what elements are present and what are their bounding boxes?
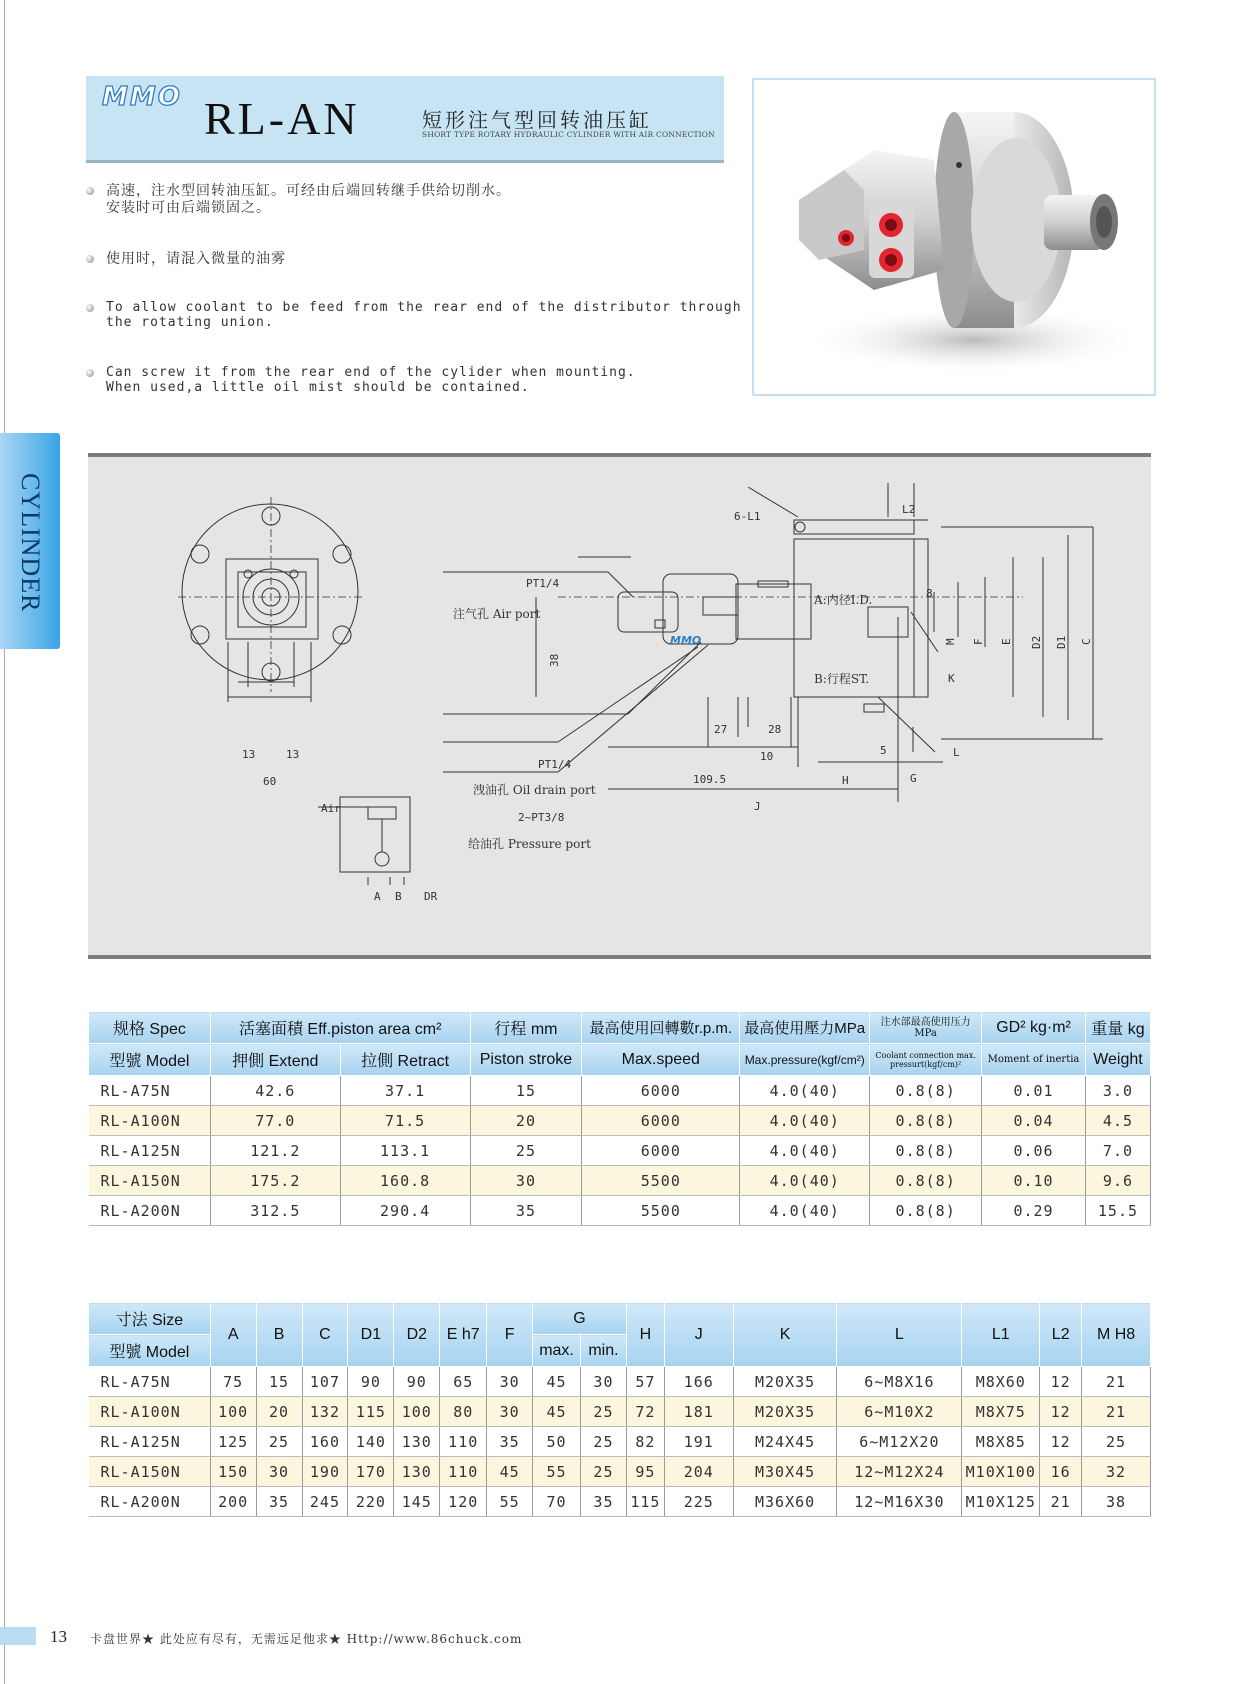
value-cell: 30: [581, 1367, 627, 1397]
speed-header-cn: 最高使用回轉數r.p.m.: [582, 1012, 740, 1044]
title-chinese: 短形注气型回转油压缸: [422, 108, 652, 132]
value-cell: 130: [394, 1427, 440, 1457]
col-j: J: [664, 1303, 733, 1367]
value-cell: 5500: [582, 1196, 740, 1226]
value-cell: 25: [581, 1427, 627, 1457]
col-m: M H8: [1082, 1303, 1151, 1367]
a-label: A: [374, 890, 381, 903]
col-g-max: max.: [533, 1335, 581, 1367]
bullet-text: 使用时，请混入微量的油雾: [106, 251, 286, 267]
value-cell: 90: [394, 1367, 440, 1397]
b-label: B: [395, 890, 402, 903]
size-model-header: 型號 Model: [89, 1335, 211, 1367]
value-cell: 0.8(8): [870, 1196, 982, 1226]
size-table: [88, 1302, 1151, 1517]
col-c: C: [302, 1303, 348, 1367]
value-cell: 12: [1040, 1397, 1082, 1427]
bullet-text: To allow coolant to be feed from the rear end of the distributor through: [106, 300, 742, 315]
value-cell: 21: [1040, 1487, 1082, 1517]
dim-38: 38: [548, 653, 561, 667]
dim-13b: 13: [286, 748, 300, 761]
value-cell: 20: [256, 1397, 302, 1427]
stroke-label: B:行程ST.: [814, 672, 870, 686]
value-cell: 45: [533, 1367, 581, 1397]
dim-d2: D2: [1030, 635, 1043, 649]
col-d2: D2: [394, 1303, 440, 1367]
model-cell: RL-A200N: [89, 1487, 211, 1517]
speed-header-en: Max.speed: [582, 1044, 740, 1076]
col-g: G: [533, 1303, 627, 1335]
value-cell: 0.01: [982, 1076, 1086, 1106]
dim-m: M: [944, 638, 957, 645]
value-cell: 245: [302, 1487, 348, 1517]
model-cell: RL-A125N: [89, 1136, 211, 1166]
value-cell: 20: [470, 1106, 582, 1136]
col-h: H: [626, 1303, 664, 1367]
dim-h: H: [842, 774, 849, 787]
value-cell: 12: [1040, 1427, 1082, 1457]
value-cell: 6000: [582, 1136, 740, 1166]
bullet-dot-icon: [86, 187, 94, 195]
value-cell: 200: [210, 1487, 256, 1517]
value-cell: M10X125: [962, 1487, 1040, 1517]
gd-header-cn: GD² kg·m²: [982, 1012, 1086, 1044]
value-cell: 70: [533, 1487, 581, 1517]
value-cell: 45: [533, 1397, 581, 1427]
value-cell: 9.6: [1085, 1166, 1150, 1196]
title-english: SHORT TYPE ROTARY HYDRAULIC CYLINDER WITH AIR CONNECTION: [422, 130, 715, 139]
value-cell: 77.0: [210, 1106, 340, 1136]
bullet-cn-2: [86, 251, 726, 271]
value-cell: 6000: [582, 1106, 740, 1136]
size-header: 寸法 Size: [89, 1303, 211, 1335]
side-tab-label: CYLINDER: [16, 473, 45, 613]
value-cell: 0.29: [982, 1196, 1086, 1226]
value-cell: 25: [256, 1427, 302, 1457]
value-cell: 204: [664, 1457, 733, 1487]
model-cell: RL-A150N: [89, 1166, 211, 1196]
spec-table: [88, 1011, 1151, 1226]
dim-13a: 13: [242, 748, 256, 761]
value-cell: 30: [487, 1397, 533, 1427]
value-cell: 21: [1082, 1397, 1151, 1427]
value-cell: 0.06: [982, 1136, 1086, 1166]
value-cell: 0.04: [982, 1106, 1086, 1136]
value-cell: 55: [533, 1457, 581, 1487]
value-cell: 95: [626, 1457, 664, 1487]
value-cell: 12: [1040, 1367, 1082, 1397]
value-cell: 121.2: [210, 1136, 340, 1166]
value-cell: 50: [533, 1427, 581, 1457]
bullet-en-2: [86, 365, 726, 399]
value-cell: 57: [626, 1367, 664, 1397]
value-cell: 132: [302, 1397, 348, 1427]
value-cell: M30X45: [733, 1457, 837, 1487]
value-cell: 113.1: [340, 1136, 470, 1166]
dim-5: 5: [880, 744, 887, 757]
air-label: Air: [321, 802, 341, 815]
value-cell: 25: [1082, 1427, 1151, 1457]
value-cell: 110: [440, 1457, 487, 1487]
value-cell: 72: [626, 1397, 664, 1427]
coolant-header-cn: 注水部最高使用压力MPa: [870, 1012, 982, 1044]
value-cell: M8X85: [962, 1427, 1040, 1457]
value-cell: 4.0(40): [740, 1076, 870, 1106]
value-cell: 55: [487, 1487, 533, 1517]
value-cell: 0.8(8): [870, 1136, 982, 1166]
value-cell: M36X60: [733, 1487, 837, 1517]
table-row: [89, 1076, 1151, 1106]
bullet-en-1: [86, 300, 742, 334]
table-row: [89, 1196, 1151, 1226]
value-cell: 290.4: [340, 1196, 470, 1226]
bullet-dot-icon: [86, 255, 94, 263]
value-cell: 35: [256, 1487, 302, 1517]
coolant-header-en: Coolant connection max. pressurt(kgf/cm)²: [870, 1044, 982, 1076]
dim-10: 10: [760, 750, 774, 763]
value-cell: 25: [581, 1397, 627, 1427]
oil-drain-label: 洩油孔 Oil drain port: [473, 783, 596, 797]
value-cell: 15: [470, 1076, 582, 1106]
table-row: [89, 1106, 1151, 1136]
bullet-dot-icon: [86, 369, 94, 377]
value-cell: 170: [348, 1457, 394, 1487]
value-cell: 35: [581, 1487, 627, 1517]
col-k: K: [733, 1303, 837, 1367]
value-cell: M20X35: [733, 1397, 837, 1427]
value-cell: 150: [210, 1457, 256, 1487]
model-cell: RL-A75N: [89, 1367, 211, 1397]
value-cell: 15.5: [1085, 1196, 1150, 1226]
weight-header-cn: 重量 kg: [1085, 1012, 1150, 1044]
value-cell: 7.0: [1085, 1136, 1150, 1166]
value-cell: 65: [440, 1367, 487, 1397]
value-cell: 181: [664, 1397, 733, 1427]
value-cell: 16: [1040, 1457, 1082, 1487]
value-cell: 160.8: [340, 1166, 470, 1196]
col-d1: D1: [348, 1303, 394, 1367]
bullet-text: the rotating union.: [106, 315, 274, 330]
value-cell: 160: [302, 1427, 348, 1457]
value-cell: 107: [302, 1367, 348, 1397]
bullet-text: 安装时可由后端锁固之。: [106, 200, 271, 216]
value-cell: 82: [626, 1427, 664, 1457]
gd-header-en: Moment of inertia: [982, 1044, 1086, 1076]
dim-60: 60: [263, 775, 277, 788]
table-row: [89, 1397, 1151, 1427]
value-cell: 0.8(8): [870, 1166, 982, 1196]
value-cell: 21: [1082, 1367, 1151, 1397]
value-cell: 12~M12X24: [837, 1457, 962, 1487]
product-photo: [752, 78, 1156, 396]
value-cell: 312.5: [210, 1196, 340, 1226]
retract-header: 拉側 Retract: [340, 1044, 470, 1076]
col-f: F: [487, 1303, 533, 1367]
pressure-header-cn: 最高使用壓力MPa: [740, 1012, 870, 1044]
area-header: 活塞面積 Eff.piston area cm²: [210, 1012, 470, 1044]
value-cell: 130: [394, 1457, 440, 1487]
col-a: A: [210, 1303, 256, 1367]
value-cell: 30: [256, 1457, 302, 1487]
dim-c: C: [1080, 638, 1093, 645]
value-cell: 6~M8X16: [837, 1367, 962, 1397]
col-l2: L2: [1040, 1303, 1082, 1367]
dim-j: J: [754, 800, 761, 813]
bullet-dot-icon: [86, 304, 94, 312]
value-cell: 5500: [582, 1166, 740, 1196]
extend-header: 押側 Extend: [210, 1044, 340, 1076]
dim-g: G: [910, 772, 917, 785]
value-cell: 4.0(40): [740, 1106, 870, 1136]
value-cell: M10X100: [962, 1457, 1040, 1487]
value-cell: M8X75: [962, 1397, 1040, 1427]
model-header: 型號 Model: [89, 1044, 211, 1076]
value-cell: 0.10: [982, 1166, 1086, 1196]
pressure-header-en: Max.pressure(kgf/cm²): [740, 1044, 870, 1076]
pressure-port-label: 给油孔 Pressure port: [468, 837, 591, 851]
value-cell: 25: [470, 1136, 582, 1166]
col-l: L: [837, 1303, 962, 1367]
dr-label: DR: [424, 890, 438, 903]
value-cell: 45: [487, 1457, 533, 1487]
model-cell: RL-A125N: [89, 1427, 211, 1457]
model-cell: RL-A150N: [89, 1457, 211, 1487]
bullet-text: Can screw it from the rear end of the cylider when mounting.: [106, 365, 636, 380]
model-cell: RL-A75N: [89, 1076, 211, 1106]
value-cell: 4.0(40): [740, 1196, 870, 1226]
value-cell: 115: [348, 1397, 394, 1427]
value-cell: 30: [470, 1166, 582, 1196]
table-row: [89, 1166, 1151, 1196]
footer-bar: [0, 1627, 36, 1645]
value-cell: 32: [1082, 1457, 1151, 1487]
value-cell: 6~M10X2: [837, 1397, 962, 1427]
table-row: [89, 1457, 1151, 1487]
value-cell: 15: [256, 1367, 302, 1397]
pt14-bottom-label: PT1/4: [538, 758, 572, 771]
value-cell: 12~M16X30: [837, 1487, 962, 1517]
value-cell: 100: [210, 1397, 256, 1427]
table-row: [89, 1427, 1151, 1457]
dim-8: 8: [926, 587, 933, 600]
value-cell: 38: [1082, 1487, 1151, 1517]
model-cell: RL-A100N: [89, 1106, 211, 1136]
technical-drawing: [88, 453, 1151, 959]
col-l1: L1: [962, 1303, 1040, 1367]
weight-header-en: Weight: [1085, 1044, 1150, 1076]
col-b: B: [256, 1303, 302, 1367]
value-cell: 120: [440, 1487, 487, 1517]
dim-109: 109.5: [693, 773, 727, 786]
value-cell: M8X60: [962, 1367, 1040, 1397]
table-row: [89, 1136, 1151, 1166]
col-g-min: min.: [581, 1335, 627, 1367]
value-cell: 0.8(8): [870, 1076, 982, 1106]
value-cell: 125: [210, 1427, 256, 1457]
dim-27: 27: [714, 723, 728, 736]
stroke-header-en: Piston stroke: [470, 1044, 582, 1076]
value-cell: 30: [487, 1367, 533, 1397]
value-cell: 25: [581, 1457, 627, 1487]
value-cell: 4.5: [1085, 1106, 1150, 1136]
value-cell: 71.5: [340, 1106, 470, 1136]
pt38-label: 2~PT3/8: [518, 811, 565, 824]
dim-f: F: [972, 638, 985, 645]
pt14-top-label: PT1/4: [526, 577, 560, 590]
value-cell: 145: [394, 1487, 440, 1517]
drawing-logo: MMO: [670, 634, 702, 647]
value-cell: 42.6: [210, 1076, 340, 1106]
spec-header: 规格 Spec: [89, 1012, 211, 1044]
dim-k: K: [948, 672, 955, 685]
value-cell: 115: [626, 1487, 664, 1517]
page-number: 13: [50, 1627, 67, 1646]
col-e: E h7: [440, 1303, 487, 1367]
brand-logo: MMO: [102, 82, 182, 112]
bullet-cn-1: [86, 183, 726, 219]
value-cell: M24X45: [733, 1427, 837, 1457]
dim-d1: D1: [1055, 635, 1068, 649]
id-label: A:内径I.D.: [814, 593, 873, 607]
table-row: [89, 1487, 1151, 1517]
value-cell: 75: [210, 1367, 256, 1397]
value-cell: 4.0(40): [740, 1166, 870, 1196]
dim-28: 28: [768, 723, 782, 736]
value-cell: 35: [487, 1427, 533, 1457]
model-cell: RL-A100N: [89, 1397, 211, 1427]
value-cell: M20X35: [733, 1367, 837, 1397]
side-tab: [0, 433, 60, 649]
value-cell: 0.8(8): [870, 1106, 982, 1136]
front-view-outline: [182, 504, 358, 680]
bullet-text: When used,a little oil mist should be contained.: [106, 380, 530, 395]
table-row: [89, 1367, 1151, 1397]
value-cell: 191: [664, 1427, 733, 1457]
value-cell: 90: [348, 1367, 394, 1397]
dim-l2: L2: [902, 503, 916, 516]
model-cell: RL-A200N: [89, 1196, 211, 1226]
value-cell: 166: [664, 1367, 733, 1397]
value-cell: 37.1: [340, 1076, 470, 1106]
value-cell: 80: [440, 1397, 487, 1427]
value-cell: 35: [470, 1196, 582, 1226]
value-cell: 140: [348, 1427, 394, 1457]
value-cell: 6~M12X20: [837, 1427, 962, 1457]
value-cell: 100: [394, 1397, 440, 1427]
value-cell: 110: [440, 1427, 487, 1457]
value-cell: 6000: [582, 1076, 740, 1106]
model-title: RL-AN: [204, 93, 360, 144]
bullet-text: 高速，注水型回转油压缸。可经由后端回转继手供给切削水。: [106, 183, 511, 199]
value-cell: 4.0(40): [740, 1136, 870, 1166]
value-cell: 220: [348, 1487, 394, 1517]
dim-6-l1: 6-L1: [734, 510, 761, 523]
dim-l: L: [953, 746, 960, 759]
air-port-label: 注气孔 Air port: [453, 607, 541, 621]
value-cell: 175.2: [210, 1166, 340, 1196]
value-cell: 190: [302, 1457, 348, 1487]
value-cell: 225: [664, 1487, 733, 1517]
dim-e: E: [1000, 638, 1013, 645]
header-banner: [86, 76, 724, 163]
stroke-header-cn: 行程 mm: [470, 1012, 582, 1044]
footer-text: 卡盘世界★ 此处应有尽有，无需远足他求★ Http://www.86chuck.com: [90, 1632, 523, 1646]
value-cell: 3.0: [1085, 1076, 1150, 1106]
